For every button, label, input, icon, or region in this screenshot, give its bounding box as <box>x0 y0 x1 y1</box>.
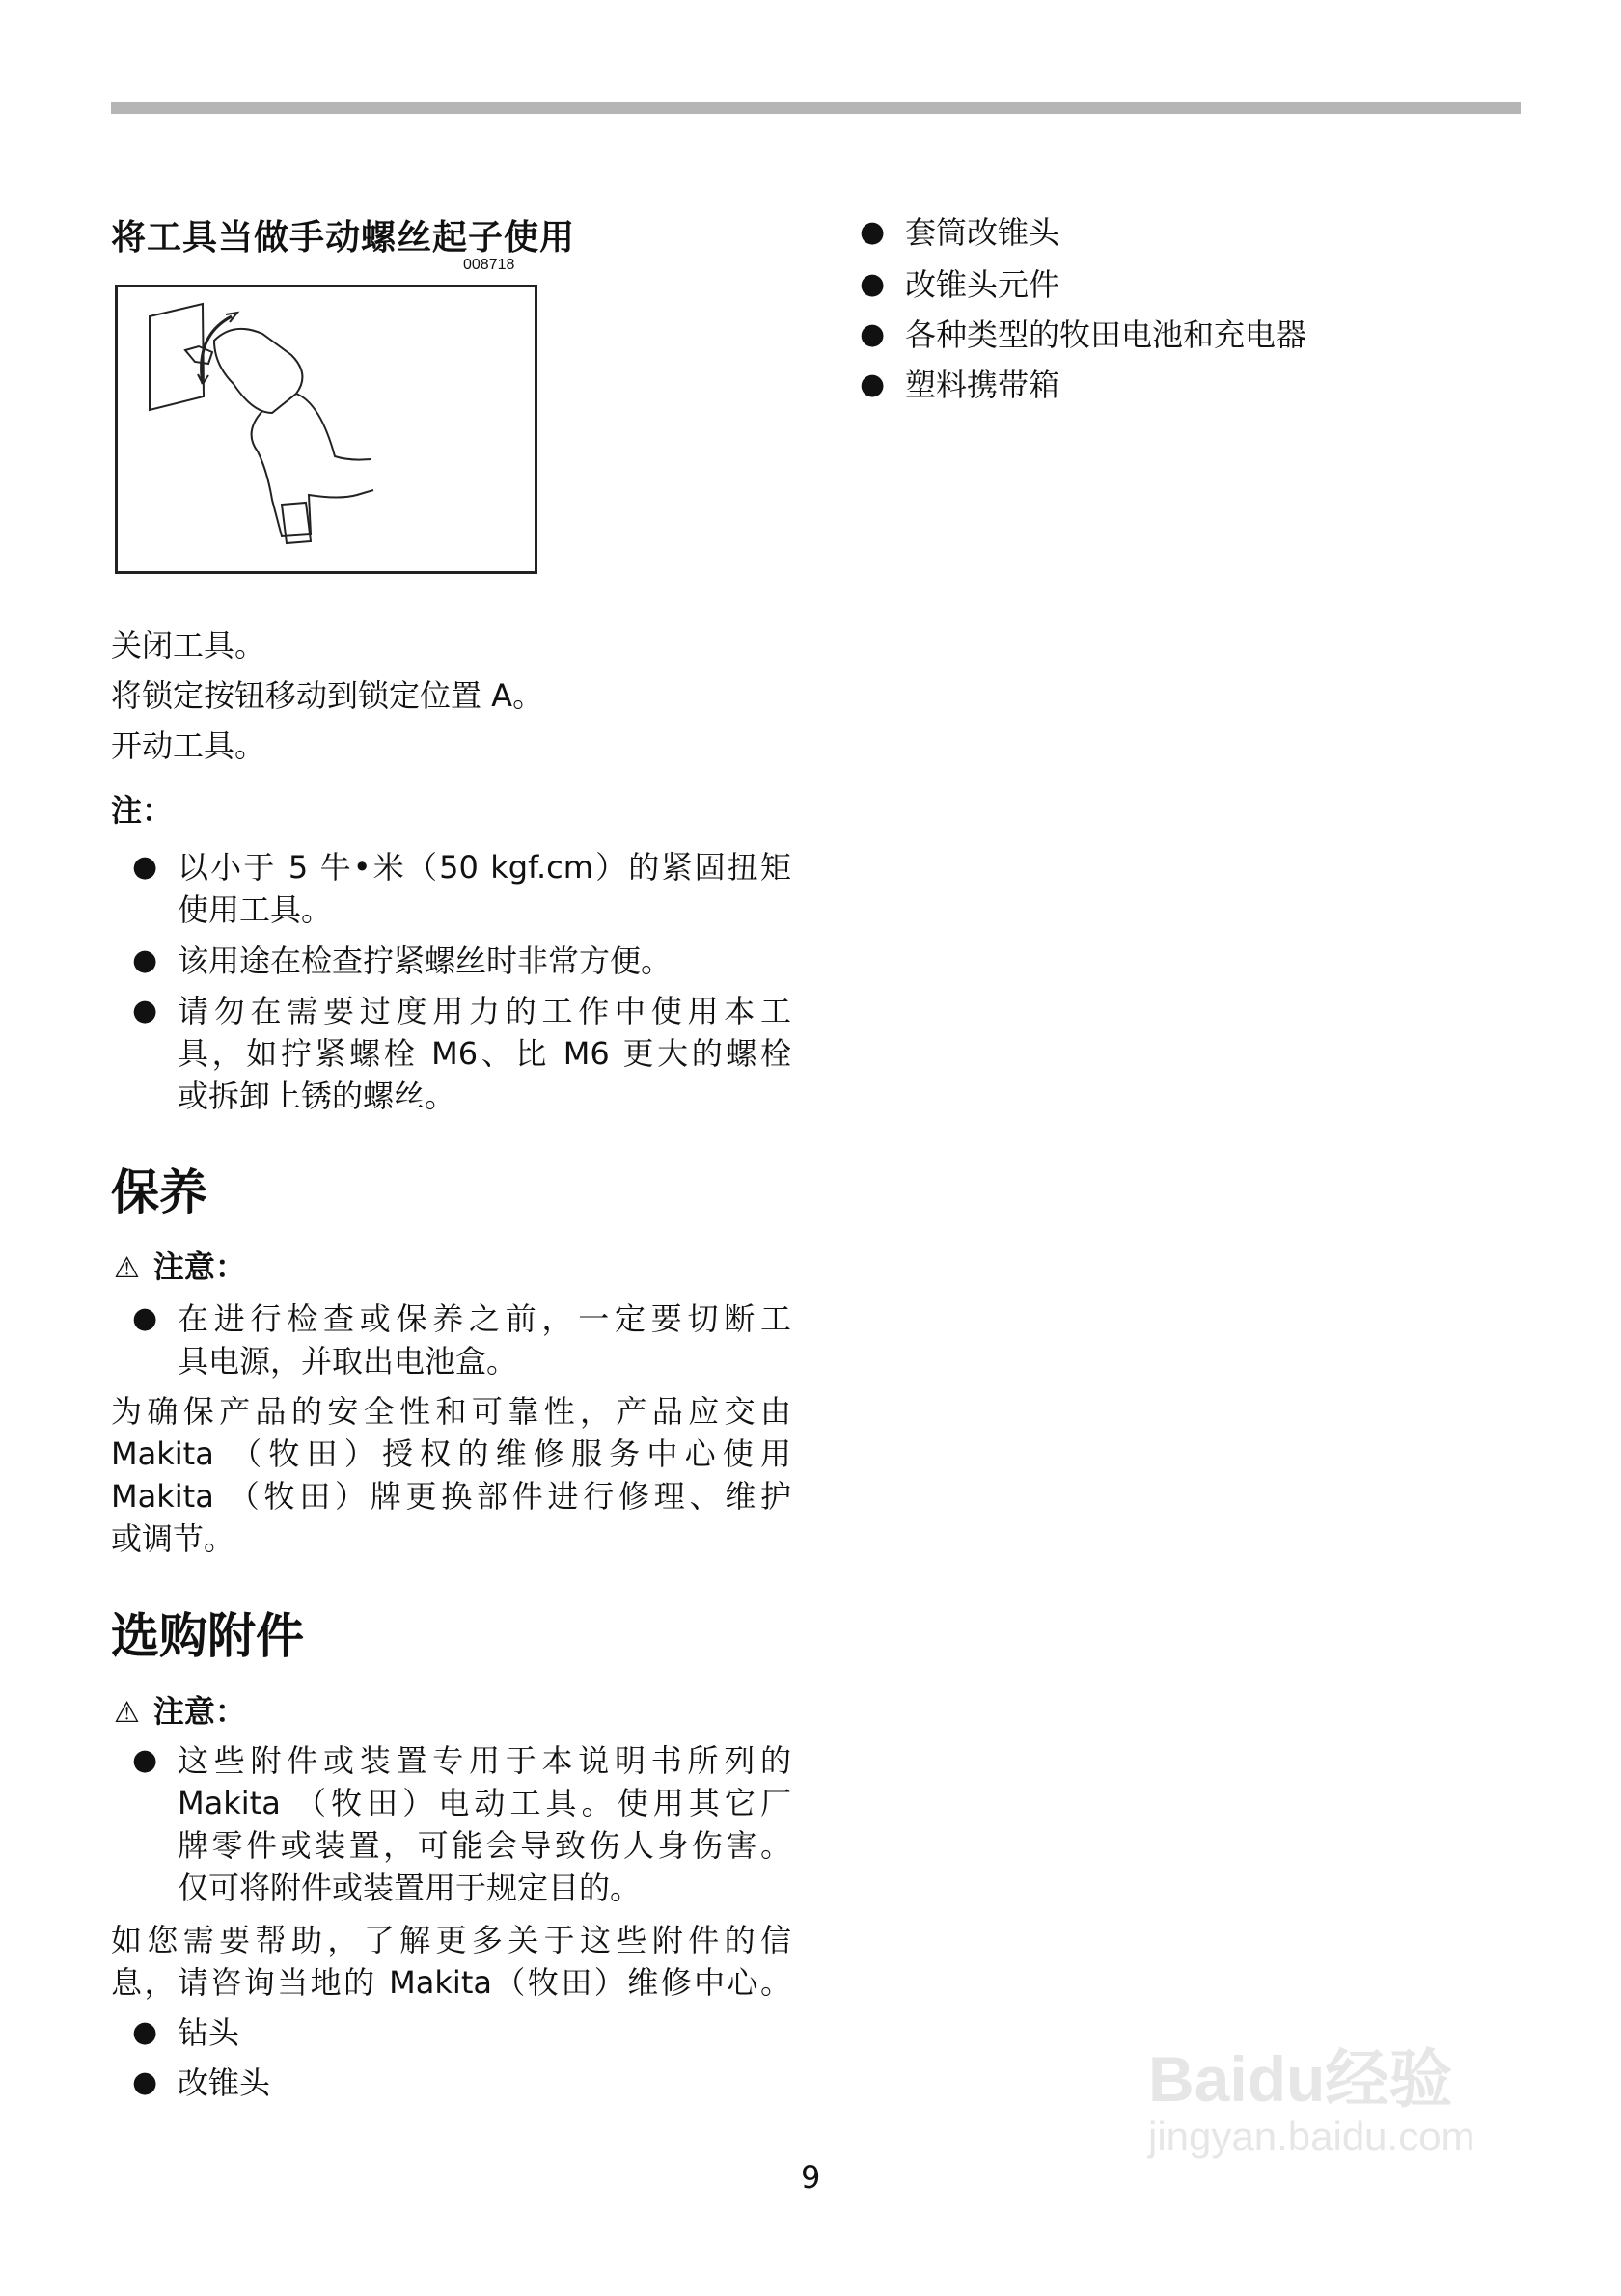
caution-line: 在进行检查或保养之前，一定要切断工 <box>178 1300 791 1337</box>
accessory-label: 改锥头 <box>178 2064 271 2101</box>
section-title-manual-screwdriver: 将工具当做手动螺丝起子使用 <box>111 218 576 258</box>
bullet-icon: ● <box>132 2015 158 2049</box>
bullet-icon: ● <box>132 1301 158 1335</box>
accessory-item <box>860 314 1307 356</box>
note-line: 以小于 5 牛•米（50 kgf.cm）的紧固扭矩 <box>178 849 791 886</box>
note-line: 请勿在需要过度用力的工作中使用本工 <box>178 993 791 1029</box>
page-number: 9 <box>801 2159 821 2196</box>
bullet-icon: ● <box>132 850 158 884</box>
accessory-item <box>860 211 1060 254</box>
bullet-icon: ● <box>860 267 886 301</box>
bullet-icon: ● <box>860 368 886 401</box>
maintenance-paragraph <box>111 1390 791 1560</box>
caution-line: 牌零件或装置，可能会导致伤人身伤害。 <box>178 1827 791 1864</box>
header-rule <box>111 102 1521 114</box>
section-title-maintenance: 保养 <box>111 1164 207 1220</box>
accessory-item <box>132 2011 240 2054</box>
caution-line: 仅可将附件或装置用于规定目的。 <box>178 1870 642 1906</box>
warning-icon: ⚠ <box>114 1251 140 1285</box>
step-2: 将锁定按钮移动到锁定位置 A。 <box>111 677 544 714</box>
paragraph-line: Makita （牧田）授权的维修服务中心使用 <box>111 1435 791 1472</box>
bullet-icon: ● <box>860 215 886 249</box>
bullet-icon: ● <box>860 317 886 351</box>
step-3: 开动工具。 <box>111 727 266 764</box>
paragraph-line: 为确保产品的安全性和可靠性，产品应交由 <box>111 1393 791 1430</box>
bullet-icon: ● <box>132 1743 158 1777</box>
note-line: 该用途在检查拧紧螺丝时非常方便。 <box>178 943 673 979</box>
baidu-watermark <box>1148 2045 1475 2161</box>
caution-line: 这些附件或装置专用于本说明书所列的 <box>178 1742 791 1779</box>
caution-item <box>132 1739 791 1909</box>
screwdriver-illustration <box>118 287 535 571</box>
bullet-icon: ● <box>132 994 158 1027</box>
accessory-item <box>860 364 1060 406</box>
paragraph-line: 息，请咨询当地的 Makita（牧田）维修中心。 <box>111 1964 791 2001</box>
caution-line: 具电源，并取出电池盒。 <box>178 1343 518 1380</box>
note-label: 注： <box>111 792 174 829</box>
accessory-label: 套筒改锥头 <box>905 214 1060 251</box>
watermark-brand: Baidu经验 <box>1148 2043 1453 2115</box>
paragraph-line: 或调节。 <box>111 1520 235 1557</box>
step-1: 关闭工具。 <box>111 627 266 664</box>
caution-label: 注意： <box>152 1693 246 1730</box>
accessory-label: 塑料携带箱 <box>905 367 1060 403</box>
figure-manual-screwdriver <box>115 285 537 574</box>
note-line: 具，如拧紧螺栓 M6、比 M6 更大的螺栓 <box>178 1035 791 1072</box>
accessories-paragraph <box>111 1919 791 2004</box>
note-line: 使用工具。 <box>178 891 333 928</box>
caution-label: 注意： <box>152 1248 246 1285</box>
accessory-item <box>860 263 1060 306</box>
caution-item <box>132 1298 791 1382</box>
paragraph-line: 如您需要帮助，了解更多关于这些附件的信 <box>111 1922 791 1958</box>
accessory-item <box>132 2062 271 2104</box>
accessory-label: 改锥头元件 <box>905 266 1060 303</box>
note-line: 或拆卸上锈的螺丝。 <box>178 1078 456 1114</box>
caution-heading <box>114 1245 246 1290</box>
note-item <box>132 846 791 931</box>
warning-icon: ⚠ <box>114 1696 140 1730</box>
paragraph-line: Makita （牧田）牌更换部件进行修理、维护 <box>111 1478 791 1515</box>
section-title-accessories: 选购附件 <box>111 1608 304 1664</box>
bullet-icon: ● <box>132 943 158 977</box>
bullet-icon: ● <box>132 2065 158 2099</box>
accessory-label: 各种类型的牧田电池和充电器 <box>905 316 1307 353</box>
accessory-label: 钻头 <box>178 2014 240 2051</box>
note-item <box>132 990 791 1117</box>
note-item <box>132 940 791 982</box>
caution-line: Makita （牧田）电动工具。使用其它厂 <box>178 1785 791 1821</box>
watermark-url: jingyan.baidu.com <box>1148 2114 1475 2159</box>
caution-heading <box>114 1690 246 1735</box>
figure-label: 008718 <box>463 257 515 273</box>
